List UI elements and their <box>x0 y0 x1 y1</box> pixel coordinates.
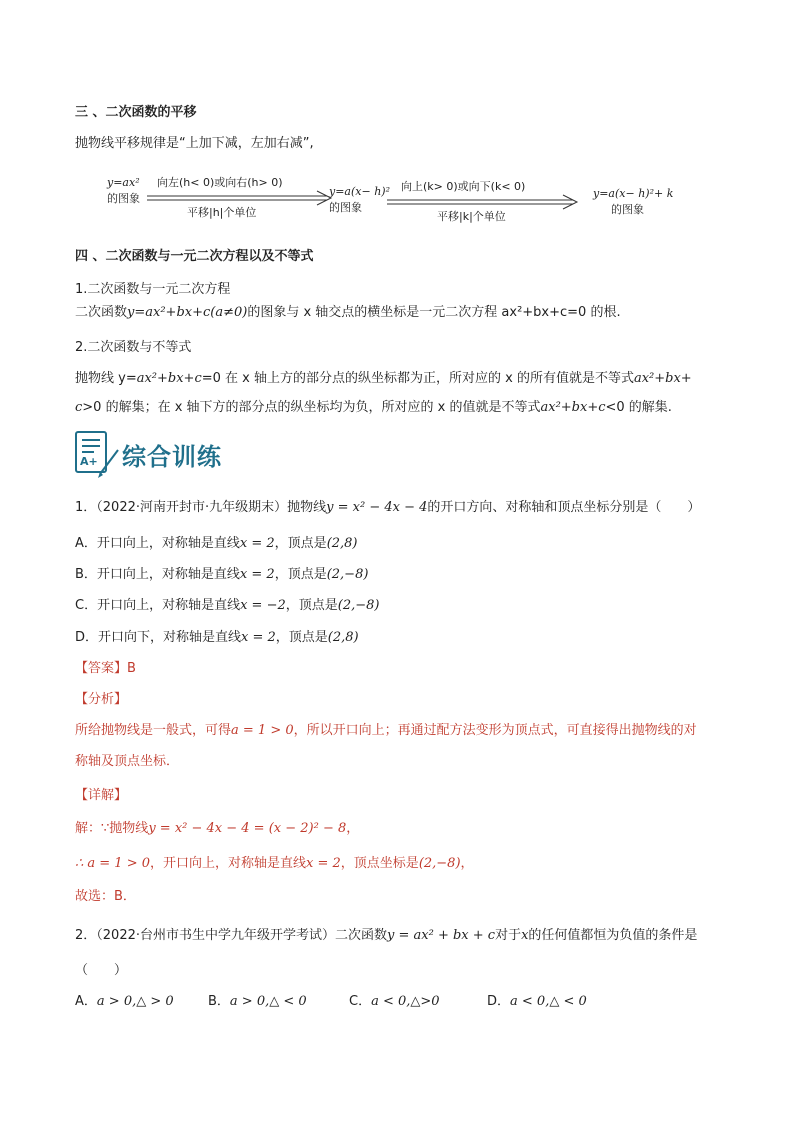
subsection-1-text: 二次函数y=ax²+bx+c(a≠0)的图象与 x 轴交点的横坐标是一元二次方程 ax²+bx+c=0 的根. <box>75 305 621 320</box>
diagram-right-expression: y=a(x− h)²+ k <box>593 187 674 200</box>
question-1-detail-label: 【详解】 <box>75 788 128 803</box>
subsection-2-line-2: c>0 的解集；在 x 轴下方的部分点的纵坐标均为负，所对应的 x 的值就是不等式ax²+bx+c<0 的解集. <box>75 400 672 415</box>
diagram-left-expression: y=ax² <box>107 176 140 189</box>
section-3-heading: 三 、二次函数的平移 <box>75 105 197 120</box>
diagram-arrow-1-bottom-label: 平移|h|个单位 <box>187 206 257 219</box>
question-1-solution-line-1: 解：∵抛物线y = x² − 4x − 4 = (x − 2)² − 8， <box>75 821 360 836</box>
diagram-middle-caption: 的图象 <box>329 201 362 214</box>
question-1-stem: 1．（2022·河南开封市·九年级期末）抛物线y = x² − 4x − 4的开口方向、对称轴和顶点坐标分别是（ ） <box>75 500 701 515</box>
translation-rule-text: 抛物线平移规律是“上加下减，左加右减”, <box>75 136 314 151</box>
diagram-arrow-2-top-label: 向上(k> 0)或向下(k< 0) <box>401 180 526 193</box>
translation-diagram <box>105 172 705 228</box>
question-1-option-d[interactable]: D．开口向下，对称轴是直线x = 2，顶点是(2,8) <box>75 630 359 645</box>
diagram-arrow-1-top-label: 向左(h< 0)或向右(h> 0) <box>157 176 283 189</box>
diagram-left-caption: 的图象 <box>107 192 140 205</box>
question-1-option-b[interactable]: B．开口向上，对称轴是直线x = 2，顶点是(2,−8) <box>75 567 369 582</box>
question-1-option-c[interactable]: C．开口向上，对称轴是直线x = −2，顶点是(2,−8) <box>75 598 380 613</box>
training-banner-title: 综合训练 <box>122 443 222 471</box>
diagram-middle-expression: y=a(x− h)² <box>329 185 390 198</box>
question-2-stem: 2．（2022·台州市书生中学九年级开学考试）二次函数y = ax² + bx + c对于x的任何值都恒为负值的条件是 <box>75 928 698 943</box>
question-1-solution-line-3: 故选：B． <box>75 889 136 904</box>
subsection-1-title: 1.二次函数与一元二次方程 <box>75 282 231 297</box>
question-1-answer: 【答案】B <box>75 661 136 676</box>
question-1-solution-line-2: ∴ a = 1 > 0，开口向上，对称轴是直线x = 2，顶点坐标是(2,−8)， <box>75 856 474 871</box>
question-2-option-b[interactable]: B．a > 0,△ < 0 <box>208 994 307 1009</box>
question-1-analysis-line-2: 称轴及顶点坐标． <box>75 754 180 769</box>
because-icon: ∵ <box>101 821 110 836</box>
subsection-2-line-1: 抛物线 y=ax²+bx+c=0 在 x 轴上方的部分点的纵坐标都为正，所对应的 x 的所有值就是不等式ax²+bx+ <box>75 371 692 386</box>
section-4-heading: 四 、二次函数与一元二次方程以及不等式 <box>75 249 314 264</box>
training-banner-icon <box>72 428 122 482</box>
question-2-option-d[interactable]: D．a < 0,△ < 0 <box>487 994 587 1009</box>
question-2-option-a[interactable]: A．a > 0,△ > 0 <box>75 994 174 1009</box>
question-1-analysis-line-1: 所给抛物线是一般式，可得a = 1 > 0，所以开口向上；再通过配方法变形为顶点式，可直接得出抛物线的对 <box>75 723 697 738</box>
question-2-option-c[interactable]: C．a < 0,△>0 <box>349 994 440 1009</box>
a-plus-label: A+ <box>80 455 98 468</box>
diagram-right-caption: 的图象 <box>611 203 644 216</box>
question-1-option-a[interactable]: A．开口向上，对称轴是直线x = 2，顶点是(2,8) <box>75 536 358 551</box>
subsection-2-title: 2.二次函数与不等式 <box>75 340 192 355</box>
diagram-arrow-2-bottom-label: 平移|k|个单位 <box>437 210 506 223</box>
question-1-analysis-label: 【分析】 <box>75 692 128 707</box>
question-2-answer-paren: （ ） <box>75 963 128 978</box>
